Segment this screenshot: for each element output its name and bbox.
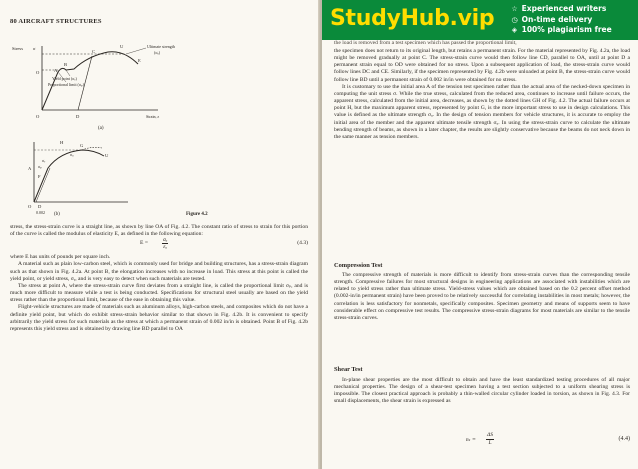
paragraph: It is customary to use the initial area A of the tension test specimen rather than the actual area of the necked-down specimen in computing the unit stress σ. While the true stress, calculated from the reduced area, continues to increase until failure occurs, the apparent stress, calculated from the initial area, decreases, as shown by the dotted lines GH of Fig. 4.2. The actual failure occurs at point H, but the maximum apparent stress, represented by point G, is the more important stress to use in design calculations. This value is defined as the ultimate strength σᵤ. In the design of tension members for vehicle structures, it is accurate to employ the initial area of the member and the apparent ultimate tensile strength σᵤ. In using the stress-strain curve to calculate the ultimate bending strength of beams, as shown in a later chapter, the results are slightly conservative because the beams do not neck down in the same manner as tension members. — [334, 83, 630, 140]
feature-list — [510, 4, 612, 36]
label-b-g: G — [80, 143, 84, 148]
label-b-u: U — [105, 153, 109, 158]
paragraph: stress, the stress-strain curve is a straight line, as shown by line OA of Fig. 4.2. The constant ratio of stress to strain for this portion of the curve is called the modulus of elasticity E, as defined in the following equation: — [10, 224, 308, 238]
paragraph: the specimen does not return to its original length, but retains a permanent strain. For the material represented by Fig. 4.2a, the load might be removed gradually at point C. The stress-strain curve would then follow line CD, parallel to OA, until at point D a permanent strain equal to OD were obtained for no stress. Upon a subsequent application of load, the stress-strain curve would follow lines DC and CE. Similarly, if the specimen represented by Fig. 4.2b were unloaded at point B, the stress-strain curve would follow line BD until a permanent strain of 0.002 in/in were obtained for no stress. — [334, 48, 630, 83]
caption-b: (b) — [54, 212, 60, 217]
feature-label: 100% plagiarism free — [521, 25, 612, 34]
compression-text — [334, 272, 630, 322]
eq2-num: ΔS — [487, 432, 493, 438]
eq-fraction — [162, 237, 168, 250]
label-stress: Stress — [12, 46, 23, 51]
feature-item — [510, 4, 612, 15]
label-ultimate: Ultimate strength — [147, 44, 175, 49]
label-b-sy: σᵧ — [42, 158, 46, 163]
feature-item — [510, 25, 612, 36]
equation-4-4 — [334, 432, 630, 450]
figure-title: Figure 4.2 — [186, 212, 208, 217]
label-pt-u: U — [120, 44, 124, 49]
eq2-den: L — [488, 439, 492, 446]
feature-item — [510, 15, 612, 26]
label-pt-d: D — [76, 114, 80, 119]
label-b-offset: 0.002 — [36, 210, 45, 215]
right-body-text — [334, 48, 630, 141]
feature-label: On-time delivery — [521, 14, 593, 24]
eq-lhs: E = — [140, 240, 148, 247]
paragraph: Flight-vehicle structures are made of materials such as aluminum alloys, high-carbon steels, and composites which do not have a definite yield point, but which do exhibit stress-strain behavior similar to that shown in Fig. 4.2b. It is convenient to specify arbitrarily the yield stress for such materials as the stress at which a permanent strain of 0.002 in/in is obtained. Point B of Fig. 4.2b represents this yield stress and is obtained by drawing line BD parallel to OA — [10, 304, 308, 332]
running-head: 80 AIRCRAFT STRUCTURES — [10, 18, 102, 25]
paragraph: In-plane shear properties are the most difficult to obtain and have the least standardized testing procedures of all major mechanical properties. The design of a shear-test specimen having a test section subjected to a uniform shearing stress is impossible. The closest practical approach is probably a thin-walled circular cylinder loaded in torsion, as shown in Fig. 4.3. For small displacements, the shear strain is expressed as — [334, 377, 630, 405]
figure-4-2a — [8, 38, 208, 130]
label-b-h: H — [60, 140, 64, 145]
label-b-a: A — [28, 166, 32, 171]
stress-strain-diagram-a — [8, 38, 208, 130]
label-strain: Strain, ε — [146, 114, 160, 119]
label-yield: Yield point (σᵧ) — [52, 76, 77, 81]
shear-text — [334, 377, 630, 406]
eq2-number: (4.4) — [618, 436, 630, 442]
label-b-o: O — [28, 204, 32, 209]
label-b-d: D — [38, 204, 42, 209]
feature-label: Experienced writers — [521, 4, 607, 13]
eq2-fraction — [486, 432, 494, 446]
label-b-su: σᵤ — [70, 152, 74, 157]
figure-4-2b — [8, 138, 178, 218]
label-pt-e: E — [138, 58, 141, 63]
leader-ultimate — [126, 48, 146, 54]
left-body-text — [10, 224, 308, 333]
eq-number: (4.3) — [297, 240, 308, 247]
clipped-line: the load is removed from a test specimen which has passed the proportional limit, — [334, 40, 517, 46]
paragraph: A material such as plain low-carbon steel, which is commonly used for bridge and building structures, has a stress-strain diagram such as that shown in Fig. 4.2a. At point B, the elongation increases with no increase in load. This stress at this point is called the yield point, or yield stress, σᵧ, and is very easy to detect when such materials are tested. — [10, 261, 308, 282]
label-b-f: F — [38, 174, 41, 179]
label-pt-o: O — [36, 114, 40, 119]
star-icon: ☆ — [511, 5, 518, 13]
label-b-sp: σₚ — [38, 164, 42, 169]
studyhub-logo[interactable]: StudyHub.vip — [330, 6, 495, 31]
label-proportional: Proportional limit (σₚ) — [48, 82, 85, 87]
eq-den: εₐ — [163, 244, 168, 251]
eq2-lhs: εₛ = — [466, 437, 476, 443]
paragraph: The stress at point A, where the stress-strain curve first deviates from a straight line, is called the proportional limit σₚ, and is much more difficult to measure while a test is being conducted. Specifications for structural steel usually are based on the yield stress rather than the proportional limit, because of the ease in obtaining this value. — [10, 282, 308, 304]
section-title-compression: Compression Test — [334, 262, 383, 269]
eq-num: σₐ — [163, 237, 168, 244]
clock-icon: ◷ — [511, 15, 518, 24]
label-ultimate-sym: (σᵤ) — [154, 50, 161, 55]
shield-icon: ◈ — [511, 26, 518, 34]
paragraph: The compressive strength of materials is more difficult to identify from stress-strain curves than the corresponding tensile strength. Compressive failures for most structural designs in engineering applications are associated with instabilities which are related to yield stress rather than ultimate stress. Yield-stress values which are obtained based on the 0.2 percent offset method (0.002-in/in permanent strain) have been proved to be relatively successful for correlating instabilities in most metals; however, the correlation is less satisfactory for nonmetals, specifically composites. Specimen geometry and means of supports seem to have considerable effect on compressive test results. The compressive stress-strain diagrams for most materials are similar to the tensile stress-strain curves. — [334, 272, 630, 321]
section-title-shear: Shear Test — [334, 366, 363, 373]
label-pt-a: A — [54, 68, 58, 73]
label-pt-b: B — [64, 62, 68, 67]
stress-strain-diagram-b — [8, 138, 178, 218]
label-sigma: σ — [33, 46, 36, 51]
paragraph: where E has units of pounds per square inch. — [10, 254, 111, 261]
label-pt-o2: O — [36, 70, 40, 75]
label-pt-c: C — [92, 49, 96, 54]
caption-a: (a) — [98, 126, 104, 131]
equation-4-3 — [10, 238, 308, 254]
studyhub-banner[interactable] — [322, 0, 638, 40]
